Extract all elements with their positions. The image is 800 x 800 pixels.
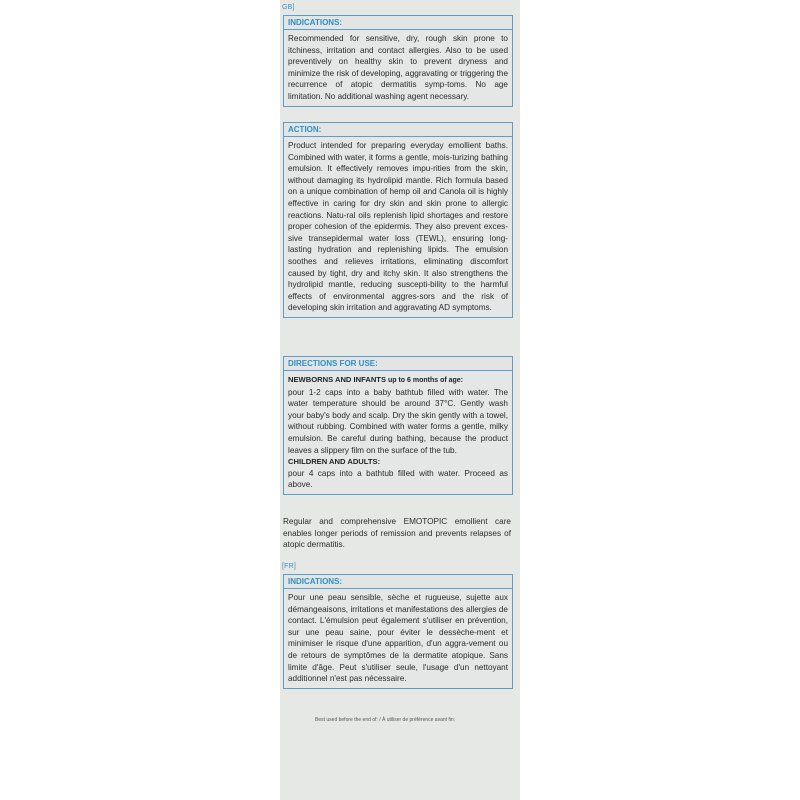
infants-subheading: NEWBORNS AND INFANTS up to 6 months of age:: [288, 375, 464, 384]
infants-directions-text: pour 1-2 caps into a baby bathtub filled with water. The water temperature should be around 37°C. Gently wash your baby's body and scalp. Dry the skin gently with a towel, without rubbing. Combined with water forms a gentle, milky emulsion. Be careful during bathing, because the product leaves a slippery film on the surface of the tub.: [288, 387, 508, 455]
language-tag-fr: [FR]: [282, 563, 297, 570]
gb-directions-box: [283, 356, 513, 495]
adults-directions-text: pour 4 caps into a bathtub filled with water. Proceed as above.: [288, 468, 508, 490]
best-before-label: Best used before the end of: / À utiliser de préférence avant fin:: [315, 717, 456, 723]
fr-indications-box: [283, 574, 513, 689]
adults-subheading: CHILDREN AND ADULTS:: [288, 457, 381, 467]
fr-indications-heading: INDICATIONS:: [284, 575, 512, 589]
language-tag-gb: GB]: [282, 4, 295, 11]
gb-action-heading: ACTION:: [284, 123, 512, 137]
emotopic-care-note: Regular and comprehensive EMOTOPIC emollient care enables longer periods of remission and prevents relapses of atopic dermatitis.: [283, 517, 511, 550]
gb-indications-box: [283, 15, 513, 107]
gb-action-box: [283, 122, 513, 318]
fr-indications-text: Pour une peau sensible, sèche et rugueuse, sujette aux démangeaisons, irritations et manifestations des allergies de contact. L'émulsion peut également s'utiliser en prévention, sur une peau saine, pour éviter le dessèche-ment et minimiser le risque d'une apparition, d'un aggra-vement ou de retours de symptômes de la dermatite atopique. Sans limite d'âge. Peut s'utiliser seule, l'usage d'un nettoyant additionnel n'est pas nécessaire.: [288, 593, 508, 684]
gb-action-text: Product intended for preparing everyday emollient baths. Combined with water, it forms a gentle, mois-turizing bathing emulsion. It effectively removes impu-rities from the skin, without damaging its hydrolipid mantle. Rich formula based on a unique combination of hemp oil and Canola oil is highly effective in caring for dry skin and skin prone to allergic reactions. Natu-ral oils replenish lipid shortages and restore proper cohesion of the epidermis. They also prevent exces-sive transepidermal water loss (TEWL), ensuring long-lasting hydration and replenishing lipids. The emulsion soothes and relieves irritations, eliminating discomfort caused by tight, dry and itchy skin. It also strengthens the hydrolipid mantle, reducing suscepti-bility to the harmful effects of environmental aggres-sors and the risk of developing skin irritation and aggravating AD symptoms.: [288, 141, 508, 313]
gb-directions-heading: DIRECTIONS FOR USE:: [284, 357, 512, 371]
gb-indications-heading: INDICATIONS:: [284, 16, 512, 30]
gb-indications-text: Recommended for sensitive, dry, rough skin prone to itchiness, irritation and contact allergies. Also to be used preventively on healthy skin to prevent dryness and minimize the risk of developing, aggravating or triggering the recurrence of atopic dermatitis symp-toms. No age limitation. No additional washing agent necessary.: [288, 34, 508, 101]
